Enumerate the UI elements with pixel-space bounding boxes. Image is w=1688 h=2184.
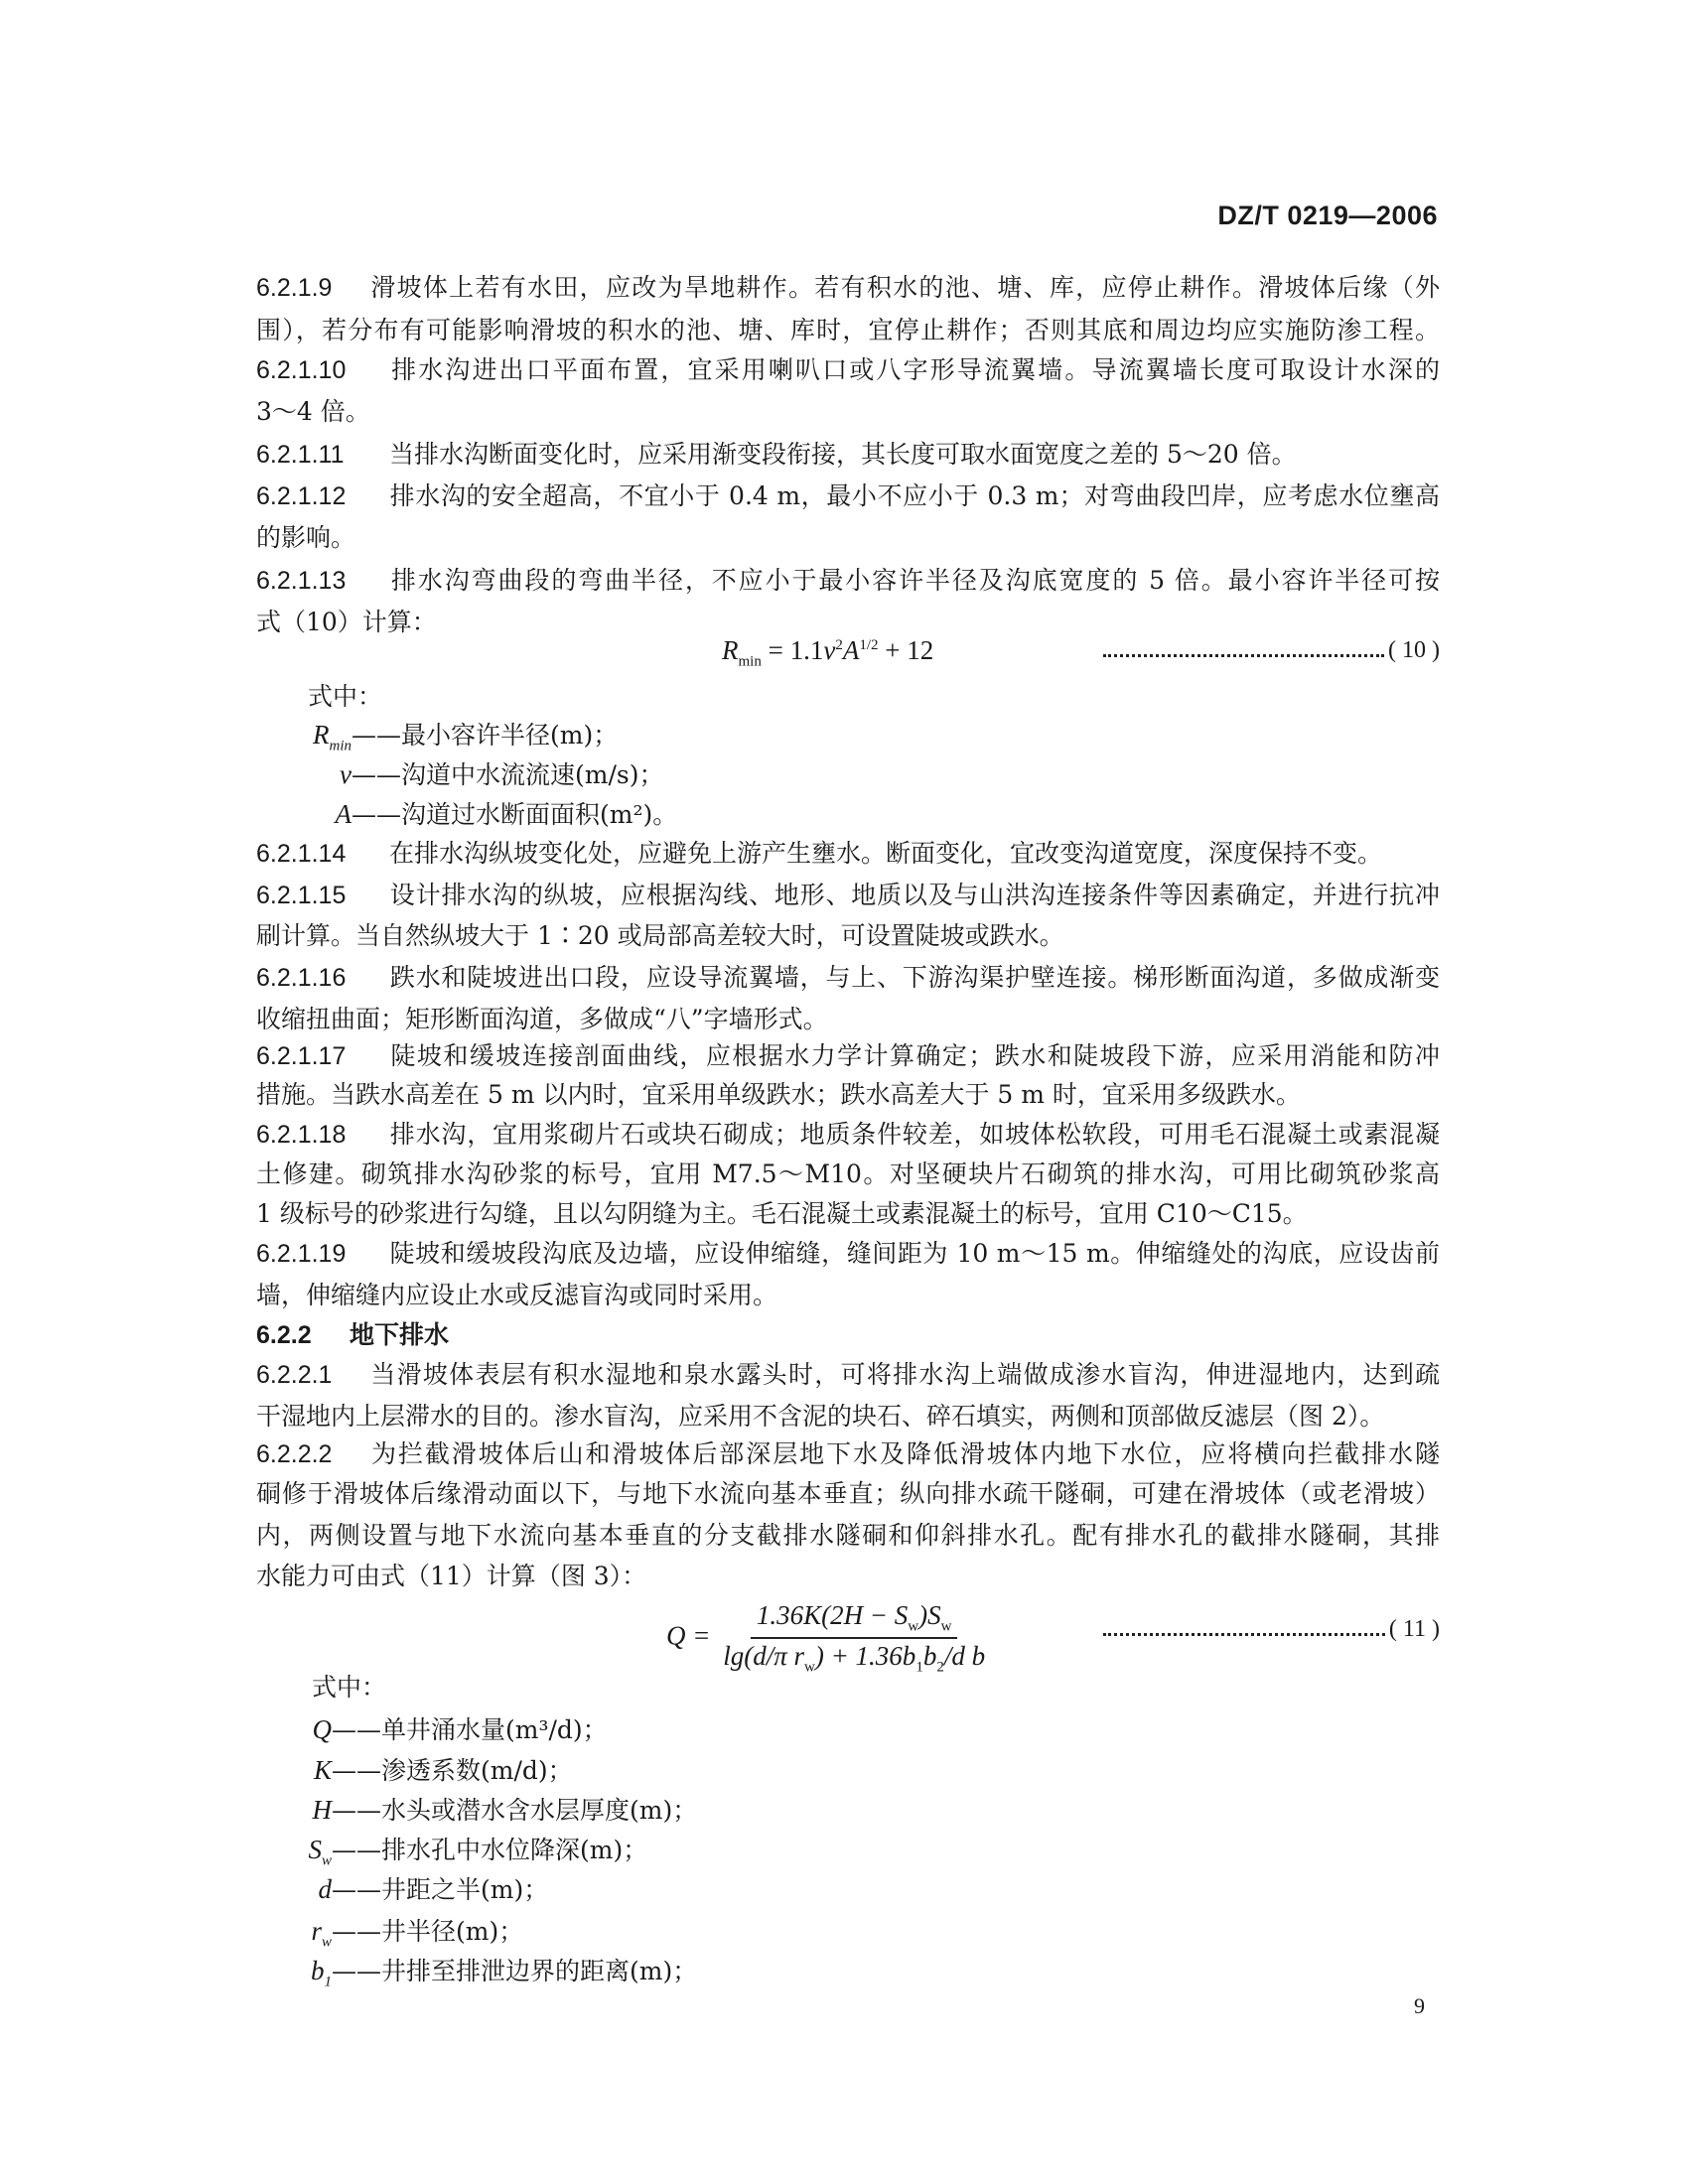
symbol: $R_{min}$ (313, 720, 352, 754)
clause-number: 6.2.1.17 (256, 1042, 347, 1070)
definition-k (288, 1750, 573, 1790)
dash: —— (332, 1957, 381, 1985)
formula-symbol: R (722, 635, 739, 665)
symbol: $b_1$ (311, 1956, 332, 1990)
dash: —— (352, 721, 401, 750)
clause-6-2-1-11-line-1 (256, 434, 1440, 476)
page-number: 9 (1414, 1993, 1425, 2018)
clause-6-2-1-12-line-1 (256, 476, 1440, 517)
clause-text: 排水沟弯曲段的弯曲半径，不应小于最小容许半径及沟底宽度的 5 倍。最小容许半径可按 (389, 566, 1440, 595)
clause-text: 滑坡体上若有水田，应改为旱地耕作。若有积水的池、塘、库，应停止耕作。滑坡体后缘（外 (369, 273, 1440, 302)
formula-10-number (1103, 637, 1440, 664)
symbol: d (318, 1874, 332, 1904)
equation-number: ( 11 ) (1388, 1616, 1440, 1642)
fraction (717, 1600, 991, 1677)
clause-6-2-2-2-line-1 (256, 1433, 1440, 1475)
definition-a (298, 794, 677, 834)
definition-q (288, 1709, 608, 1749)
clause-6-2-1-18-line-3: 1 级标号的砂浆进行勾缝，且以勾阴缝为主。毛石混凝土或素混凝土的标号，宜用 C10～C15。 (256, 1199, 1308, 1228)
clause-text: 当滑坡体表层有积水湿地和泉水露头时，可将排水沟上端做成渗水盲沟，伸进湿地内，达到疏 (369, 1360, 1440, 1389)
clause-6-2-1-17-line-1 (256, 1035, 1440, 1077)
clause-number: 6.2.1.16 (256, 964, 347, 992)
definition-text: 渗透系数(m/d)； (381, 1756, 573, 1785)
denominator: lg(d/π $r_w) + 1.36b_1b_2/d$ b (723, 1641, 986, 1676)
dash: —— (332, 1715, 381, 1744)
formula-10 (722, 635, 933, 670)
clause-text: 跌水和陡坡进出口段，应设导流翼墙，与上、下游沟渠护壁连接。梯形断面沟道，多做成渐变 (389, 963, 1440, 992)
formula-text: = 1.1 (761, 635, 824, 665)
clause-6-2-1-17-line-2: 措施。当跌水高差在 5 m 以内时，宜采用单级跌水；跌水高差大于 5 m 时，宜采用多级跌水。 (256, 1080, 1301, 1109)
symbol: Q (312, 1714, 332, 1744)
definition-text: 排水孔中水位降深(m)； (381, 1836, 648, 1864)
formula-lhs: Q = (666, 1620, 711, 1651)
document-code-header: DZ/T 0219—2006 (1217, 201, 1438, 230)
definition-v (298, 754, 663, 794)
formula-symbol: A (842, 635, 860, 665)
clause-number: 6.2.2.1 (256, 1361, 333, 1389)
symbol: $S_w$ (308, 1835, 332, 1869)
clause-6-2-2-2-line-2: 硐修于滑坡体后缘滑动面以下，与地下水流向基本垂直；纵向排水疏干隧硐，可建在滑坡体（或老滑坡） (256, 1479, 1440, 1508)
clause-number: 6.2.1.15 (256, 882, 347, 909)
clause-number: 6.2.1.11 (256, 441, 345, 469)
formula-11 (666, 1600, 991, 1677)
dash: —— (352, 760, 401, 789)
dash: —— (332, 1875, 381, 1904)
clause-6-2-2-1-line-1 (256, 1354, 1440, 1396)
section-number: 6.2.2 (256, 1321, 312, 1349)
formula-11-number (1103, 1616, 1440, 1643)
symbol: $r_w$ (311, 1916, 332, 1951)
clause-number: 6.2.1.10 (256, 356, 347, 384)
definition-b1 (288, 1951, 697, 1990)
formula-text: + 12 (878, 635, 934, 665)
definition-rmin (298, 715, 618, 754)
clause-6-2-1-10-line-2: 3～4 倍。 (256, 397, 370, 426)
clause-6-2-1-12-line-2: 的影响。 (256, 523, 356, 552)
clause-text: 在排水沟纵坡变化处，应避免上游产生壅水。断面变化，宜改变沟道宽度，深度保持不变。 (389, 839, 1383, 868)
symbol: v (340, 759, 352, 789)
dot-leader (1103, 654, 1384, 657)
clause-number: 6.2.2.2 (256, 1440, 333, 1468)
clause-6-2-1-19-line-2: 墙，伸缩缝内应设止水或反滤盲沟或同时采用。 (256, 1281, 778, 1309)
clause-6-2-1-9-line-1 (256, 267, 1440, 309)
where-label: 式中： (308, 682, 383, 711)
definition-text: 沟道中水流流速(m/s)； (401, 760, 664, 789)
clause-number: 6.2.1.18 (256, 1121, 347, 1149)
clause-text: 排水沟，宜用浆砌片石或块石砌成；地质条件较差，如坡体松软段，可用毛石混凝土或素混凝 (389, 1120, 1440, 1149)
formula-superscript: 2 (835, 637, 843, 653)
clause-6-2-1-13-line-2: 式（10）计算： (256, 608, 437, 636)
symbol: A (335, 799, 352, 829)
section-title: 地下排水 (350, 1320, 450, 1349)
clause-number: 6.2.1.14 (256, 840, 347, 868)
dash: —— (332, 1756, 381, 1785)
numerator: $1.36K(2H - S_w)S_w$ (751, 1600, 958, 1639)
definition-text: 井距之半(m)； (381, 1875, 549, 1904)
symbol: K (313, 1755, 332, 1785)
clause-text: 设计排水沟的纵坡，应根据沟线、地形、地质以及与山洪沟连接条件等因素确定，并进行抗冲 (389, 881, 1440, 909)
formula-superscript: 1/2 (859, 637, 879, 653)
clause-text: 为拦截滑坡体后山和滑坡体后部深层地下水及降低滑坡体内地下水位，应将横向拦截排水隧 (369, 1439, 1440, 1468)
definition-text: 井半径(m)； (381, 1917, 524, 1946)
clause-6-2-1-16-line-1 (256, 957, 1440, 999)
clause-6-2-1-18-line-1 (256, 1114, 1440, 1156)
dash: —— (352, 800, 401, 829)
clause-6-2-2-2-line-4: 水能力可由式（11）计算（图 3）： (256, 1562, 647, 1590)
definition-sw (288, 1830, 647, 1869)
clause-text: 排水沟的安全超高，不宜小于 0.4 m，最小不应小于 0.3 m；对弯曲段凹岸，应考虑水位壅高 (389, 481, 1440, 510)
clause-text: 当排水沟断面变化时，应采用渐变段衔接，其长度可取水面宽度之差的 5～20 倍。 (389, 440, 1297, 469)
clause-6-2-1-15-line-1 (256, 875, 1440, 916)
clause-6-2-1-14-line-1 (256, 833, 1440, 875)
definition-text: 沟道过水断面面积(m²)。 (401, 800, 678, 829)
where-label: 式中： (312, 1673, 387, 1702)
clause-6-2-2-2-line-3: 内，两侧设置与地下水流向基本垂直的分支截排水隧硐和仰斜排水孔。配有排水孔的截排水隧硐，其排 (256, 1521, 1440, 1550)
definition-d (288, 1869, 548, 1909)
clause-number: 6.2.1.19 (256, 1240, 347, 1268)
equation-number: ( 10 ) (1388, 637, 1440, 663)
clause-text: 陡坡和缓坡连接剖面曲线，应根据水力学计算确定；跌水和陡坡段下游，应采用消能和防冲 (389, 1041, 1440, 1070)
clause-text: 陡坡和缓坡段沟底及边墙，应设伸缩缝，缝间距为 10 m～15 m。伸缩缝处的沟底，应设齿前 (389, 1239, 1440, 1268)
clause-6-2-1-15-line-2: 刷计算。当自然纵坡大于 1∶20 或局部高差较大时，可设置陡坡或跌水。 (256, 921, 1064, 950)
definition-text: 井排至排泄边界的距离(m)； (381, 1957, 698, 1985)
dash: —— (332, 1836, 381, 1864)
section-heading-6-2-2 (256, 1314, 1440, 1356)
clause-6-2-1-9-line-2: 围），若分布有可能影响滑坡的积水的池、塘、库时，宜停止耕作；否则其底和周边均应实施防渗工程。 (256, 316, 1440, 344)
dash: —— (332, 1796, 381, 1825)
clause-number: 6.2.1.12 (256, 482, 347, 510)
definition-rw (288, 1911, 523, 1951)
definition-h (288, 1790, 697, 1830)
clause-6-2-1-13-line-1 (256, 560, 1440, 602)
formula-symbol: v (823, 635, 836, 665)
clause-number: 6.2.1.13 (256, 567, 347, 595)
clause-6-2-2-1-line-2: 干湿地内上层滞水的目的。渗水盲沟，应采用不含泥的块石、碎石填实，两侧和顶部做反滤层（图 2）。 (256, 1402, 1385, 1431)
dot-leader (1103, 1633, 1385, 1636)
clause-6-2-1-18-line-2: 土修建。砌筑排水沟砂浆的标号，宜用 M7.5～M10。对坚硬块片石砌筑的排水沟，可用比砌筑砂浆高 (256, 1160, 1440, 1188)
formula-subscript: min (738, 653, 762, 670)
symbol: H (312, 1795, 332, 1825)
definition-text: 单井涌水量(m³/d)； (381, 1715, 608, 1744)
clause-6-2-1-10-line-1 (256, 349, 1440, 391)
dash: —— (332, 1917, 381, 1946)
clause-6-2-1-19-line-1 (256, 1233, 1440, 1275)
clause-text: 排水沟进出口平面布置，宜采用喇叭口或八字形导流翼墙。导流翼墙长度可取设计水深的 (389, 355, 1440, 384)
definition-text: 最小容许半径(m)； (401, 721, 619, 750)
definition-text: 水头或潜水含水层厚度(m)； (381, 1796, 698, 1825)
clause-number: 6.2.1.9 (256, 274, 333, 302)
clause-6-2-1-16-line-2: 收缩扭曲面；矩形断面沟道，多做成“八”字墙形式。 (256, 1005, 828, 1033)
